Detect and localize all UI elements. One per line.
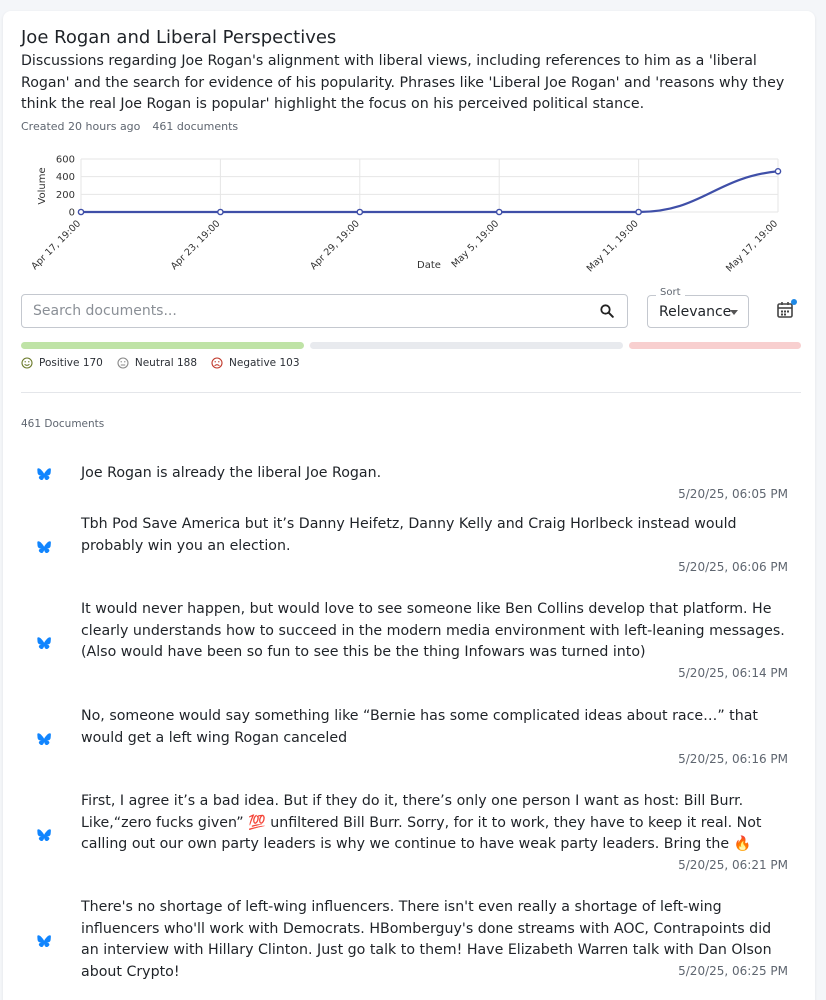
bluesky-butterfly-icon (37, 541, 51, 553)
data-point (636, 209, 641, 214)
legend-neutral[interactable] (117, 357, 197, 369)
bluesky-butterfly-icon (37, 829, 51, 841)
bluesky-butterfly-icon (37, 468, 51, 480)
sort-label: Sort (656, 287, 685, 298)
calendar-button[interactable] (775, 299, 797, 321)
calendar-icon (775, 299, 797, 321)
document-count-label: 461 documents (152, 120, 239, 133)
document-text: There's no shortage of left-wing influencers. There isn't even really a shortage of left-wing influencers who'll work with Democrats. HBomberguy's done streams with AOC, Contrapoints did an interview with Hillary Clinton. Just go talk to them! Have Elizabeth Warren talk with Dan Olson about Crypto! (81, 899, 772, 980)
topic-description: Discussions regarding Joe Rogan's alignment with liberal views, including references to him as a 'liberal Rogan' and the search for evidence of his popularity. Phrases like 'Liberal Joe Rogan' and 'reasons why they think the real Joe Rogan is popular' highlight the focus on his perceived political stance. (21, 53, 785, 112)
topic-meta (21, 120, 238, 133)
series-line (81, 171, 778, 212)
y-axis-label: Volume (37, 167, 48, 205)
topic-title: Joe Rogan and Liberal Perspectives (21, 27, 337, 48)
document-text: It would never happen, but would love to see someone like Ben Collins develop that platform. He clearly understands how to succeed in the modern media environment with left-leaning messages. (Also would have been so fun to see this be the thing Infowars was turned into) (81, 601, 785, 660)
positive-label: Positive 170 (39, 357, 103, 369)
y-axis-ticks (56, 155, 75, 219)
notification-dot (791, 299, 797, 305)
x-tick-label: Apr 23, 19:00 (168, 218, 223, 273)
document-timestamp: 5/20/25, 06:14 PM (678, 666, 788, 680)
document-text: First, I agree it’s a bad idea. But if they do it, there’s only one person I want as host: Bill Burr. Like,“zero fucks given” 💯 unfiltered Bill Burr. Sorry, for it to work, they have to keep it real. Not calling out our own party leaders is why we continue to have weak party leaders. Bring the 🔥 (81, 793, 762, 852)
sentiment-legend (21, 357, 314, 369)
x-tick-label: May 17, 19:00 (724, 218, 781, 275)
chevron-down-icon (730, 310, 738, 315)
y-tick-label: 200 (55, 189, 75, 201)
frown-icon (211, 357, 223, 369)
sort-select[interactable] (647, 287, 749, 328)
chart-grid (81, 159, 778, 212)
bluesky-butterfly-icon (37, 935, 51, 947)
volume-chart (3, 141, 815, 291)
data-point (775, 169, 780, 174)
data-point (357, 209, 362, 214)
legend-positive[interactable] (21, 357, 103, 369)
data-point (78, 209, 83, 214)
document-timestamp: 5/20/25, 06:25 PM (678, 964, 788, 978)
bluesky-butterfly-icon (37, 637, 51, 649)
document-text: Joe Rogan is already the liberal Joe Rogan. (81, 465, 382, 481)
neutral-label: Neutral 188 (134, 357, 197, 369)
document-timestamp: 5/20/25, 06:21 PM (678, 858, 788, 872)
topic-card (3, 11, 815, 1000)
document-timestamp: 5/20/25, 06:05 PM (678, 487, 788, 501)
data-point (218, 209, 223, 214)
x-axis-label: Date (417, 260, 441, 271)
created-label: Created 20 hours ago (21, 120, 141, 133)
neutral-face-icon (117, 357, 129, 369)
y-tick-label: 600 (55, 154, 75, 166)
document-text: No, someone would say something like “Bernie has some complicated ideas about race…” that would get a left wing Rogan canceled (81, 708, 758, 746)
x-tick-label: Apr 17, 19:00 (29, 218, 84, 273)
negative-label: Negative 103 (229, 357, 300, 369)
divider (21, 392, 801, 393)
positive-bar[interactable] (21, 342, 304, 349)
y-tick-label: 400 (55, 172, 75, 184)
search-icon[interactable] (587, 304, 627, 318)
document-text: Tbh Pod Save America but it’s Danny Heifetz, Danny Kelly and Craig Horlbeck instead would probably win you an election. (81, 516, 737, 554)
negative-bar[interactable] (629, 342, 801, 349)
sort-value: Relevance (659, 303, 732, 320)
document-timestamp: 5/20/25, 06:16 PM (678, 752, 788, 766)
document-timestamp: 5/20/25, 06:06 PM (678, 560, 788, 574)
x-tick-label: Apr 29, 19:00 (308, 218, 362, 273)
smile-icon (21, 357, 33, 369)
bluesky-butterfly-icon (37, 733, 51, 745)
y-tick-label: 0 (68, 207, 75, 219)
search-input[interactable] (22, 295, 587, 327)
x-tick-label: May 5, 19:00 (449, 218, 502, 271)
neutral-bar[interactable] (310, 342, 623, 349)
legend-negative[interactable] (211, 357, 300, 369)
data-point (497, 209, 502, 214)
x-axis-ticks (29, 218, 780, 274)
search-box[interactable] (21, 294, 628, 328)
x-tick-label: May 11, 19:00 (584, 218, 641, 275)
documents-count: 461 Documents (21, 418, 105, 430)
